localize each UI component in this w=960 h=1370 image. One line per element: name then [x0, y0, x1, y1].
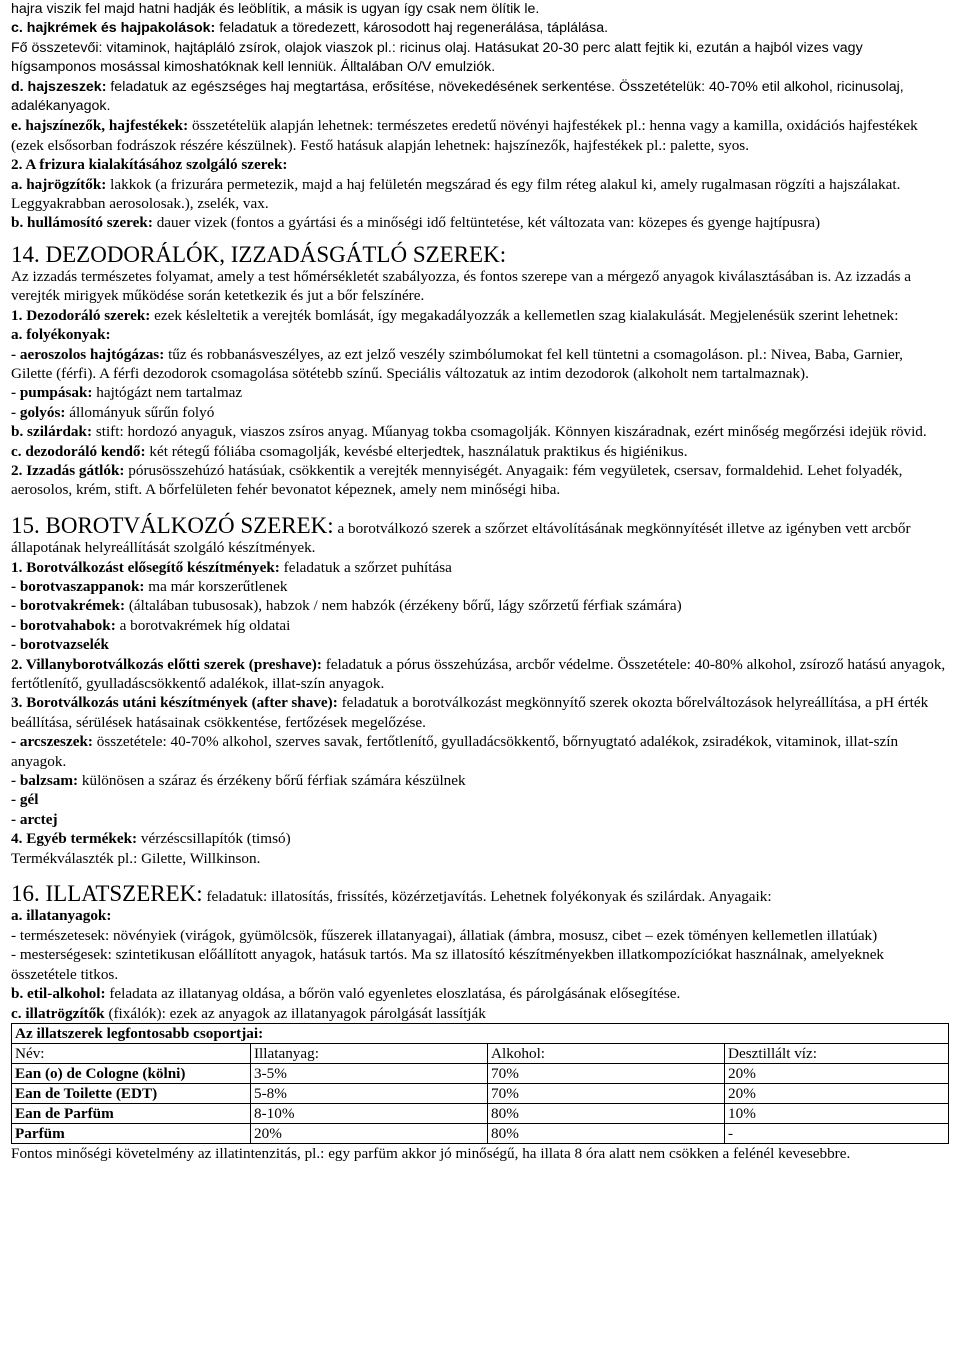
- term-label: - borotvazselék: [11, 636, 109, 654]
- text: összetétele: 40-70% alkohol, szerves savak, fertőtlenítő, gyulladácsökkentő, bőrnyugtató adalékok, zsiradékok, vitaminok, illat-szín anyagok.: [11, 733, 899, 770]
- paragraph: [11, 78, 948, 117]
- table-header-row: [12, 1043, 949, 1063]
- term-label: c. dezodoráló kendő:: [11, 442, 146, 460]
- text: összetételük alapján lehetnek: természetes eredetű növényi hajfestékek pl.: henna vagy a kamilla, oxidációs hajfestékek (ezek elsősorban fodrászok részére készülnek). Festő hatásuk alapján lehetnek: hajszínezők, hajfestékek pl.: palette, syos.: [11, 117, 918, 154]
- paragraph: [11, 558, 948, 577]
- term-label: e. hajszínezők, hajfestékek:: [11, 117, 189, 135]
- term-label: c. hajkrémek és hajpakolások:: [11, 20, 216, 37]
- table-row: [12, 1103, 949, 1123]
- table-cell: 70%: [488, 1063, 725, 1083]
- paragraph: hajra viszik fel majd hatni hadják és leöblítik, a másik is ugyan így csak nem ölítik le.: [11, 1, 540, 17]
- text: a borotvakrémek híg oldatai: [115, 616, 291, 634]
- text: feladatuk: illatosítás, frissítés, közérzetjavítás. Lehetnek folyékonyak és szilárdak. Anyagaik:: [202, 888, 772, 906]
- term-label: - arcszeszek:: [11, 733, 93, 751]
- text: feladata az illatanyag oldása, a bőrön való egyenletes eloszlatása, és párolgásának elősegítése.: [105, 985, 681, 1003]
- paragraph: Az izzadás természetes folyamat, amely a test hőmérsékletét szabályozza, és fontos szerepe van a mérgező anyagok kiválasztásában is. Az izzadás a verejték mirigyek működése során ketetkezik és jut a bőr felszínére.: [11, 267, 912, 305]
- text: (általában tubusosak), habzok / nem habzók (érzékeny bőrű, lágy szőrzetű férfiak számára): [125, 597, 682, 615]
- section-title: 16. ILLATSZEREK:: [11, 881, 203, 907]
- text: tűz és robbanásveszélyes, az ezt jelző veszély szimbólumokat fel kell tüntetni a csomagoláson. pl.: Nivea, Baba, Garnier, Gilette (férfi). A férfi dezodorok csomagolása sötétebb színű. Speciális változatuk az intim dezodorok (alkoholt nem tartalmaznak).: [11, 345, 903, 382]
- term-label: 2. Izzadás gátlók:: [11, 461, 125, 479]
- text: két rétegű fóliába csomagolják, kevésbé elterjedtek, használatuk praktikus és higiénikus.: [145, 442, 688, 460]
- term-label: b. szilárdak:: [11, 423, 93, 441]
- term-label: - gél: [11, 791, 39, 809]
- term-label: b. hullámosító szerek:: [11, 214, 153, 232]
- text: feladatuk a pórus összehúzása, arcbőr védelme. Összetétele: 40-80% alkohol, zsíroző hatású anyagok, fertőtlenítő, gyulladáscsökkentő adalékok, illat-szín anyagok.: [11, 655, 946, 692]
- term-label: - borotvaszappanok:: [11, 577, 145, 595]
- table-cell: 10%: [725, 1103, 949, 1123]
- paragraph: [11, 732, 948, 771]
- paragraph: [11, 19, 948, 38]
- term-label: 1. Borotválkozást elősegítő készítmények:: [11, 558, 280, 576]
- term-label: c. illatrögzítők: [11, 1004, 105, 1022]
- table-cell: Ean de Parfüm: [12, 1103, 251, 1123]
- text: különösen a száraz és érzékeny bőrű férfiak számára készülnek: [78, 772, 466, 790]
- table-row: [12, 1083, 949, 1103]
- term-label: - aeroszolos hajtógázas:: [11, 345, 165, 363]
- paragraph: [11, 213, 948, 232]
- paragraph: Fontos minőségi követelmény az illatintenzitás, pl.: egy parfüm akkor jó minőségű, ha illata 8 óra alatt nem csökken a felénél kevesebbre.: [11, 1144, 851, 1162]
- column-header: Alkohol:: [488, 1043, 725, 1063]
- table-cell: 20%: [251, 1123, 488, 1143]
- term-label: 3. Borotválkozás utáni készítmények (after shave):: [11, 694, 338, 712]
- text: (fixálók): ezek az anyagok az illatanyagok párolgását lassítják: [104, 1004, 486, 1022]
- text: feladatuk a szőrzet puhítása: [279, 558, 452, 576]
- paragraph: [11, 635, 948, 654]
- term-label: d. hajszeszek:: [11, 78, 107, 95]
- term-label: 4. Egyéb termékek:: [11, 830, 138, 848]
- paragraph: [11, 984, 948, 1003]
- text: lakkok (a frizurára permetezik, majd a haj felületén megszárad és egy film réteg alakul ki, amely rugalmasan rögzíti a hajszálakat. Leggyakrabban aerosolosak.), zselék, vax.: [11, 175, 901, 213]
- text: hajtógázt nem tartalmaz: [92, 384, 243, 402]
- paragraph: [11, 596, 948, 615]
- subheading: 2. A frizura kialakításához szolgáló szerek:: [11, 156, 288, 174]
- table-cell: 80%: [488, 1103, 725, 1123]
- subheading: a. illatanyagok:: [11, 907, 112, 925]
- text: ezek késleltetik a verejték bomlását, így megakadályozzák a kellemetlen szag kialakulását. Megjelenésük szerint lehetnek:: [150, 306, 899, 324]
- table-cell: Ean (o) de Cologne (kölni): [12, 1063, 251, 1083]
- term-label: - balzsam:: [11, 772, 79, 790]
- text: feladatuk a borotválkozást megkönnyítő szerek okozta bőrelváltozások helyreállítása, a pH érték beállítása, sérülések hatásainak csökkentése, fertőzések megelőzése.: [11, 694, 929, 731]
- fragrance-groups-table: [11, 1023, 949, 1144]
- paragraph: [11, 116, 948, 155]
- table-cell: 80%: [488, 1123, 725, 1143]
- paragraph: - mesterségesek: szintetikusan előállított anyagok, hatásuk tartós. Ma sz illatosító készítményekben illatkompozíciókat használnak, amelyeknek összetétele titkos.: [11, 946, 885, 983]
- text: Fő összetevői: vitaminok, hajtápláló zsírok, olajok viaszok pl.: ricinus olaj.: [11, 39, 471, 56]
- text: stift: hordozó anyaguk, viaszos zsíros anyag. Műanyag tokba csomagolják. Könnyen kiszáradnak, ezért minőség megőrzési idejük rövid.: [92, 423, 927, 441]
- section-title: 15. BOROTVÁLKOZÓ SZEREK:: [11, 512, 334, 538]
- section-heading-14: 14. DEZODORÁLÓK, IZZADÁSGÁTLÓ SZEREK:: [11, 241, 507, 267]
- table-cell: -: [725, 1123, 949, 1143]
- table-cell: 70%: [488, 1083, 725, 1103]
- paragraph: [11, 1004, 948, 1023]
- paragraph: [11, 693, 948, 732]
- table-cell: 3-5%: [251, 1063, 488, 1083]
- section-heading-15: [11, 512, 948, 558]
- text: ma már korszerűtlenek: [144, 577, 288, 595]
- text: vérzéscsillapítók (timsó): [137, 830, 291, 848]
- term-label: - pumpásak:: [11, 384, 93, 402]
- table-row: [12, 1123, 949, 1143]
- subheading: a. folyékonyak:: [11, 326, 111, 344]
- paragraph: [11, 771, 948, 790]
- paragraph: [11, 422, 948, 441]
- term-label: - golyós:: [11, 403, 66, 421]
- text: pórusösszehúzó hatásúak, csökkentik a verejték mennyiségét. Anyagaik: fém vegyületek, csersav, formaldehid. Lehet folyadék, aerosolos, krém, stift. A bőrfelületen fehér bevonatot képeznek, amely nem minőségi hiba.: [11, 461, 903, 499]
- term-label: b. etil-alkohol:: [11, 985, 106, 1003]
- term-label: 1. Dezodoráló szerek:: [11, 306, 151, 324]
- table-cell: 8-10%: [251, 1103, 488, 1123]
- paragraph: Termékválaszték pl.: Gilette, Willkinson.: [11, 849, 261, 867]
- paragraph: [11, 461, 948, 500]
- paragraph: [11, 306, 948, 325]
- column-header: Illatanyag:: [251, 1043, 488, 1063]
- term-label: 2. Villanyborotválkozás előtti szerek (preshave):: [11, 655, 322, 673]
- table-cell: 20%: [725, 1083, 949, 1103]
- table-title-row: [12, 1023, 949, 1043]
- table-cell: Ean de Toilette (EDT): [12, 1083, 251, 1103]
- paragraph: [11, 39, 948, 78]
- term-label: - borotvahabok:: [11, 616, 116, 634]
- paragraph: [11, 829, 948, 848]
- table-cell: 20%: [725, 1063, 949, 1083]
- section-heading-16: [11, 881, 948, 907]
- term-label: a. hajrögzítők:: [11, 175, 107, 193]
- text: a borotválkozó szerek a szőrzet eltávolításának megkönnyítését illetve az igényben vett arcbőr állapotának helyreállítását szolgáló készítmények.: [11, 519, 911, 557]
- paragraph: [11, 403, 948, 422]
- paragraph: [11, 345, 948, 384]
- text: feladatuk az egészséges haj megtartása, erősítése, növekedésének serkentése. Összetételük: 40-70% etil alkohol, ricinusolaj, adalékanyagok.: [11, 78, 904, 115]
- paragraph: [11, 577, 948, 596]
- paragraph: [11, 175, 948, 214]
- text: dauer vizek (fontos a gyártási és a minőségi idő feltüntetése, két változata van: közepes és gyenge hajtípusra): [152, 214, 821, 232]
- paragraph: - természetesek: növényiek (virágok, gyümölcsök, fűszerek illatanyagai), állatiak (ámbra, mosusz, cibet – ezek töményen kellemetlen illatúak): [11, 926, 878, 944]
- paragraph: [11, 442, 948, 461]
- column-header: Név:: [12, 1043, 251, 1063]
- text: Hatásukat 20-30 perc alatt fejtik ki, ezután a hajból vizes vagy hígsamponos mosással kimoshatóknak kell lenniük.: [11, 39, 863, 76]
- term-label: - borotvakrémek:: [11, 597, 126, 615]
- text: Álltalában O/V emulziók.: [336, 59, 496, 76]
- table-cell: 5-8%: [251, 1083, 488, 1103]
- table-row: [12, 1063, 949, 1083]
- paragraph: [11, 790, 948, 809]
- table-cell: Parfüm: [12, 1123, 251, 1143]
- column-header: Desztillált víz:: [725, 1043, 949, 1063]
- term-label: - arctej: [11, 810, 58, 828]
- paragraph: [11, 383, 948, 402]
- paragraph: [11, 810, 948, 829]
- text: állományuk sűrűn folyó: [65, 403, 215, 421]
- paragraph: [11, 655, 948, 694]
- text: feladatuk a töredezett, károsodott haj regenerálása, táplálása.: [215, 20, 609, 37]
- table-title: Az illatszerek legfontosabb csoportjai:: [12, 1023, 949, 1043]
- paragraph: [11, 616, 948, 635]
